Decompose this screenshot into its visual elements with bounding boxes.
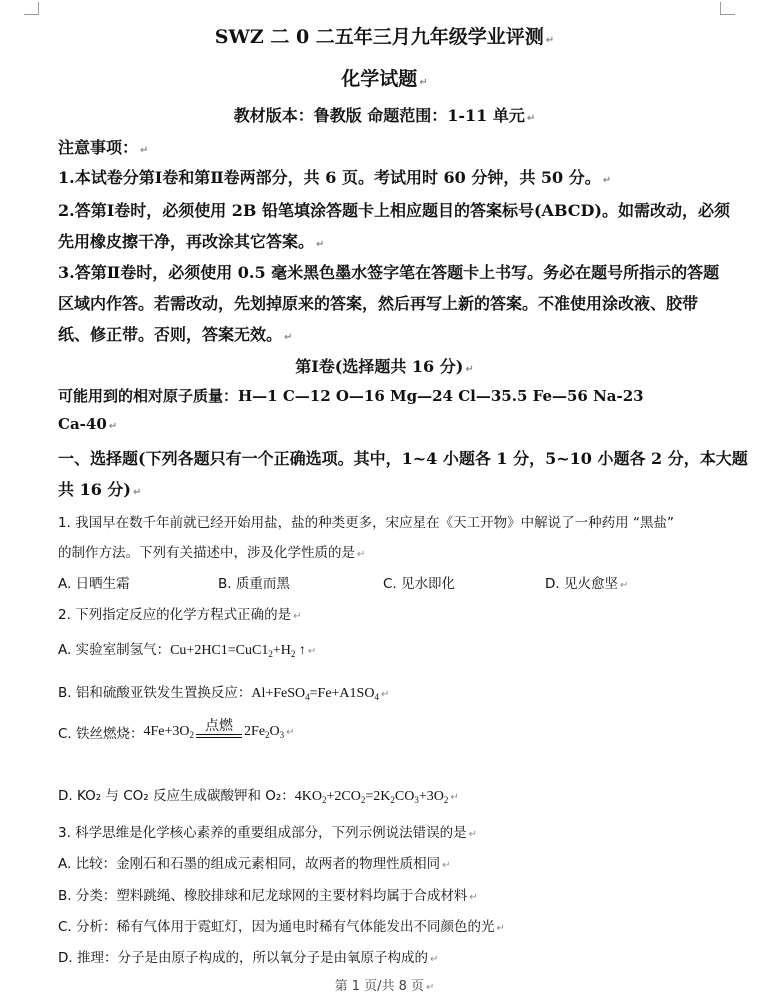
q2-option-c: C. 铁丝燃烧：$4Fe+3O_2$ 点燃 $2Fe_2O_3$ ↵: [58, 718, 295, 746]
part-1-instructions-line-2: 共 16 分) ↵: [58, 480, 142, 499]
q2-option-b: B. 铝和硫酸亚铁发生置换反应：$Al+FeSO_4=Fe+A1SO_4$ ↵: [58, 685, 390, 702]
note-1: 1.本试卷分第Ⅰ卷和第Ⅱ卷两部分，共 6 页。考试用时 60 分钟，共 50 分。 ↵: [58, 168, 612, 187]
q2-option-a: A. 实验室制氢气：$Cu+2HC1=CuC1_2+H_2$ ↑ ↵: [58, 642, 317, 659]
page-footer: 第 1 页/共 8 页 ↵: [334, 979, 435, 994]
q2-d-equation: $4KO_2+2CO_2=2K_2CO_3+3O_2$: [294, 789, 449, 805]
q1-option-b: B. 质重而黑: [218, 576, 290, 592]
note-2-line-1: 2.答第Ⅰ卷时，必须使用 2B 铅笔填涂答题卡上相应题目的答案标号(ABCD)。如需改动，必须: [58, 201, 730, 220]
exam-title: SWZ 二 0 二五年三月九年级学业评测 ↵: [214, 26, 555, 48]
q1-option-c: C. 见水即化: [383, 576, 456, 592]
reaction-condition: 点燃: [196, 718, 242, 746]
notes-heading: 注意事项： ↵: [58, 138, 149, 157]
q1-option-d: D. 见火愈坚 ↵: [545, 576, 629, 592]
section-1-title: 第Ⅰ卷(选择题共 16 分) ↵: [295, 357, 474, 376]
q2-option-d: D. KO₂ 与 CO₂ 反应生成碳酸钾和 O₂：$4KO_2+2CO_2=2K_2CO_3+3O_2$ ↵: [58, 788, 459, 805]
note-3-line-1: 3.答第Ⅱ卷时，必须使用 0.5 毫米黑色墨水签字笔在答题卡上书写。务必在题号所指示的答题: [58, 263, 720, 282]
q3-option-b: B. 分类：塑料跳绳、橡胶排球和尼龙球网的主要材料均属于合成材料 ↵: [58, 888, 478, 904]
atomic-mass-line-2: Ca-40 ↵: [58, 415, 118, 433]
note-3-line-2: 区域内作答。若需改动，先划掉原来的答案，然后再写上新的答案。不准使用涂改液、胶带: [58, 294, 699, 313]
corner-mark-right: [720, 2, 735, 15]
edition-line: 教材版本：鲁教版 命题范围：1-11 单元 ↵: [233, 106, 536, 125]
q3-option-d: D. 推理：分子是由原子构成的，所以氧分子是由氧原子构成的 ↵: [58, 950, 439, 966]
q3-option-c: C. 分析：稀有气体用于霓虹灯，因为通电时稀有气体能发出不同颜色的光 ↵: [58, 919, 505, 935]
q2-c-equation: $4Fe+3O_2$: [143, 724, 195, 740]
note-3-line-3: 纸、修正带。否则，答案无效。 ↵: [58, 325, 293, 344]
atomic-mass-line-1: 可能用到的相对原子质量：H—1 C—12 O—16 Mg—24 Cl—35.5 Fe—56 Na-23: [58, 387, 644, 405]
subject-title: 化学试题 ↵: [341, 68, 428, 90]
note-2-line-2: 先用橡皮擦干净，再改涂其它答案。 ↵: [58, 232, 325, 251]
q1-stem-line-1: 1. 我国早在数千年前就已经开始用盐，盐的种类更多，宋应星在《天工开物》中解说了一种药用 “黑盐”: [58, 515, 674, 531]
q3-option-a: A. 比较：金刚石和石墨的组成元素相同，故两者的物理性质相同 ↵: [58, 856, 451, 872]
corner-mark-left: [24, 2, 39, 15]
q1-stem-line-2: 的制作方法。下列有关描述中，涉及化学性质的是 ↵: [58, 545, 366, 561]
q3-stem: 3. 科学思维是化学核心素养的重要组成部分，下列示例说法错误的是 ↵: [58, 825, 478, 841]
q1-option-a: A. 日晒生霜: [58, 576, 130, 592]
q2-stem: 2. 下列指定反应的化学方程式正确的是 ↵: [58, 607, 302, 623]
part-1-instructions-line-1: 一、选择题(下列各题只有一个正确选项。其中，1~4 小题各 1 分，5~10 小题各 2 分，本大题: [58, 449, 748, 468]
q2-a-equation: $Cu+2HC1=CuC1_2+H_2$ ↑: [170, 643, 306, 659]
q2-b-equation: $Al+FeSO_4=Fe+A1SO_4$: [251, 686, 379, 702]
